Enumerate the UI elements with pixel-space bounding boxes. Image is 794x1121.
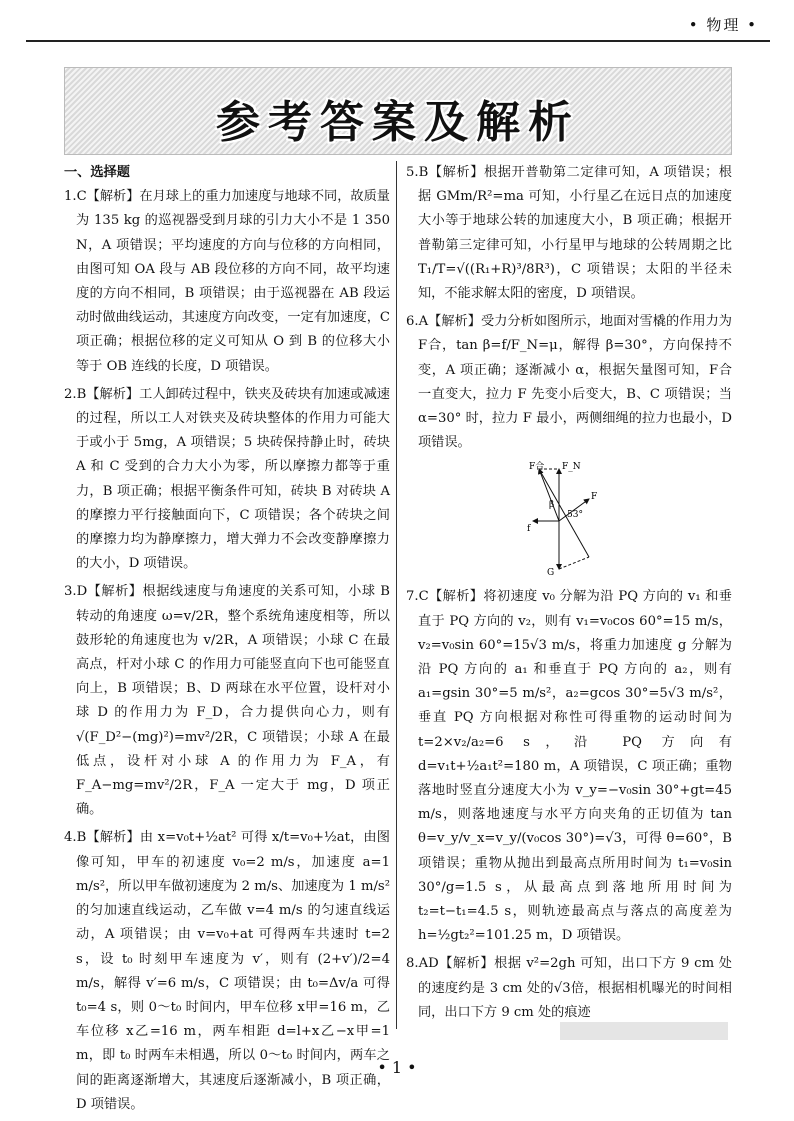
column-divider: [396, 161, 397, 1029]
section-heading: 一、选择题: [64, 165, 130, 180]
answer-6: 6.A【解析】受力分析如图所示，地面对雪橇的作用力为 F合，tan β=f/F_N=μ，解得 β=30°，方向保持不变，A 项正确；逐渐减小 α，根据矢量图可知，F合 一直变大，拉力 F 先变小后变大，B、C 项错误；当 α=30° 时，拉力 F 最小，两侧细绳的拉力也最小，D 项错误。: [406, 314, 732, 451]
answer-8: 8.AD【解析】根据 v²=2gh 可知，出口下方 9 cm 处的速度约是 3 cm 处的√3倍，根据相机曝光的时间相同，出口下方 9 cm 处的痕迹: [406, 956, 732, 1020]
label-friction: f: [527, 524, 531, 535]
label-beta: β: [549, 500, 555, 511]
answer-5: 5.B【解析】根据开普勒第二定律可知，A 项错误；根据 GMm/R²=ma 可知，小行星乙在远日点的加速度大小等于地球公转的加速度大小，B 项正确；根据开普勒第三定律可知，小行星甲与地球的公转周期之比 T₁/T=√((R₁+R)³/8R³)，C 项错误；太阳的半径未知，不能求解太阳的密度，D 项错误。: [406, 165, 732, 302]
subject-label: • 物理 •: [688, 16, 758, 34]
watermark-overlay: [560, 1022, 728, 1040]
label-f-he: F合: [529, 462, 545, 473]
answer-2: 2.B【解析】工人卸砖过程中，铁夹及砖块有加速或减速的过程，所以工人对铁夹及砖块整体的作用力可能大于或小于 5mg，A 项错误；5 块砖保持静止时，砖块 A 和 C 受到的合力大小为零，所以摩擦力都等于重力，B 项正确；根据平衡条件可知，砖块 B 对砖块 A 的摩擦力平行接触面向下，C 项错误；各个砖块之间的摩擦力均为静摩擦力，增大弹力不会改变静摩擦力的大小，D 项错误。: [64, 386, 390, 572]
answer-1: 1.C【解析】在月球上的重力加速度与地球不同，故质量为 135 kg 的巡视器受到月球的引力大小不是 1 350 N，A 项错误；平均速度的方向与位移的方向相同，由图可知 OA 段与 AB 段位移的方向不同，故平均速度的方向不相同，B 项错误；由于巡视器在 AB 段运动时做曲线运动，其速度方向改变，一定有加速度，C 项正确；根据位移的定义可知从 O 到 B 的位移大小等于 OB 连线的长度，D 项错误。: [64, 189, 390, 374]
label-f: F: [591, 492, 598, 503]
right-column: [406, 161, 732, 1029]
left-column: [64, 161, 390, 1121]
label-f-n: F_N: [562, 462, 581, 473]
answer-3: 3.D【解析】根据线速度与角速度的关系可知，小球 B 转动的角速度 ω=v/2R，整个系统角速度相等，所以鼓形轮的角速度也为 v/2R，A 项错误；小球 C 在最高点，杆对小球 C 的作用力可能竖直向下也可能竖直向上，B 项错误；B、D 两球在水平位置，设杆对小球 D 的作用力为 F_D，合力提供向心力，则有 √(F_D²−(mg)²)=mv²/2R，C 项错误；小球 A 在最低点，设杆对小球 A 的作用力为 F_A，有 F_A−mg=mv²/2R，F_A 一定大于 mg，D 项正确。: [64, 584, 390, 818]
answer-7: 7.C【解析】将初速度 v₀ 分解为沿 PQ 方向的 v₁ 和垂直于 PQ 方向的 v₂，则有 v₁=v₀cos 60°=15 m/s，v₂=v₀sin 60°=15√3 m/s，将重力加速度 g 分解为沿 PQ 方向的 a₁ 和垂直于 PQ 方向的 a₂，则有 a₁=gsin 30°=5 m/s²，a₂=gcos 30°=5√3 m/s²，垂直 PQ 方向根据对称性可得重物的运动时间为 t=2×v₂/a₂=6 s，沿 PQ 方向有 d=v₁t+½a₁t²=180 m，A 项错误，C 项正确；重物落地时竖直分速度大小为 v_y=−v₀sin 30°+gt=45 m/s，则落地速度与水平方向夹角的正切值为 tan θ=v_y/v_x=v_y/(v₀cos 30°)=√3，可得 θ=60°，B 项错误；重物从抛出到最高点所用时间为 t₁=v₀sin 30°/g=1.5 s，从最高点到落地所用时间为 t₂=t−t₁=4.5 s，则轨迹最高点与落点的高度差为 h=½gt₂²=101.25 m，D 项错误。: [406, 589, 732, 944]
force-diagram: [509, 459, 629, 579]
answer-4: 4.B【解析】由 x=v₀t+½at² 可得 x/t=v₀+½at，由图像可知，甲车的初速度 v₀=2 m/s，加速度 a=1 m/s²，所以甲车做初速度为 2 m/s、加速度为 1 m/s² 的匀加速直线运动，乙车做 v=4 m/s 的匀速直线运动，A 项错误；由 v=v₀+at 可得两车共速时 t=2 s，设 t₀ 时刻甲车速度为 v′，则有 (2+v′)/2=4 m/s，解得 v′=6 m/s，C 项错误；由 t₀=Δv/a 可得 t₀=4 s，则 0～t₀ 时间内，甲车位移 x甲=16 m，乙车位移 x乙=16 m，两车相距 d=l+x乙−x甲=1 m，即 t₀ 时两车未相遇，所以 0～t₀ 时间内，两车之间的距离逐渐增大，其速度后逐渐减小，B 项正确，D 项错误。: [64, 830, 390, 1112]
page-title: 参考答案及解析: [216, 97, 580, 148]
label-g: G: [547, 568, 555, 579]
page-number: • 1 •: [377, 1058, 417, 1077]
title-banner: [64, 67, 732, 155]
label-angle: 53°: [567, 510, 583, 521]
force-diagram-svg: [509, 459, 629, 579]
header-rule: [26, 40, 770, 42]
